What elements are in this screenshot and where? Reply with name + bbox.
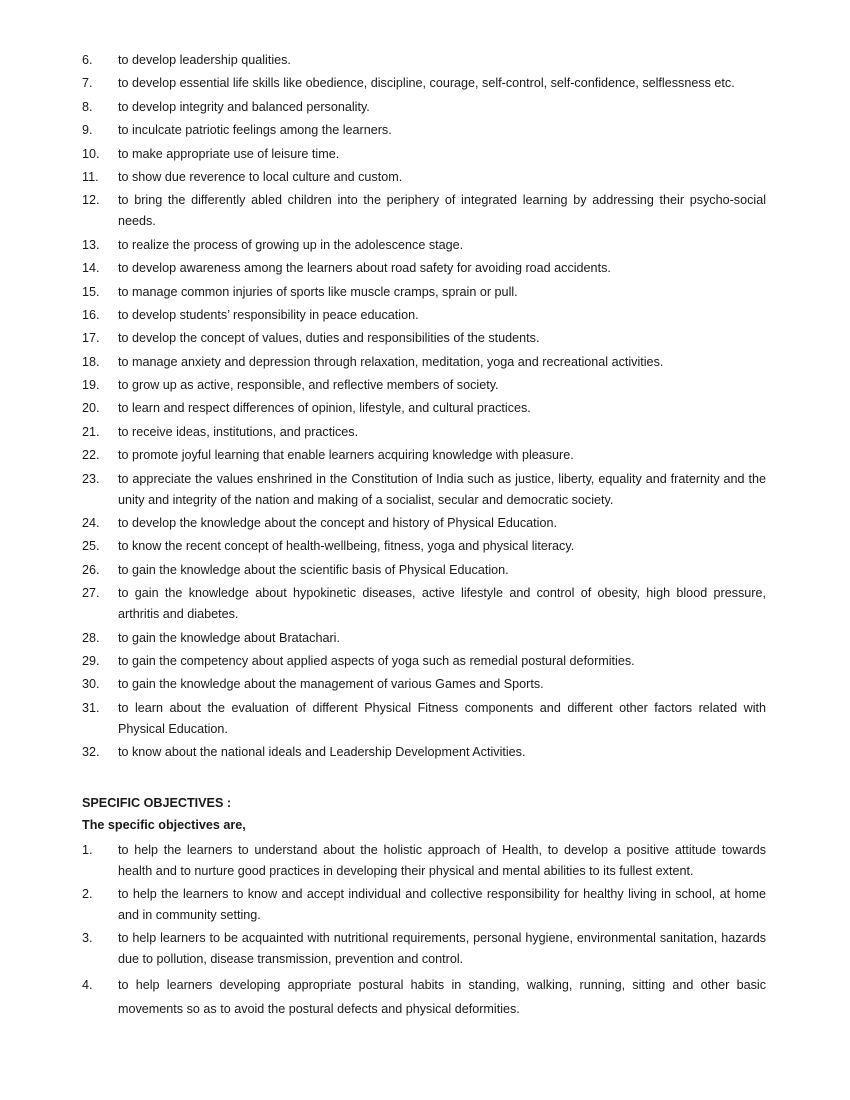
- item-number: 18.: [82, 354, 100, 369]
- list-item: [82, 398, 766, 419]
- item-text: to learn and respect differences of opinion, lifestyle, and cultural practices.: [118, 401, 531, 416]
- list-item: [82, 445, 766, 466]
- item-number: 10.: [82, 146, 100, 161]
- list-item: [82, 583, 766, 625]
- item-text: to develop the knowledge about the concept and history of Physical Education.: [118, 516, 557, 531]
- item-number: 9.: [82, 123, 93, 138]
- item-number: 31.: [82, 700, 100, 715]
- specific-objectives-list: [82, 840, 766, 1023]
- list-item: [82, 375, 766, 396]
- list-item: [82, 258, 766, 279]
- item-text: to make appropriate use of leisure time.: [118, 146, 340, 161]
- item-number: 8.: [82, 99, 93, 114]
- item-text: to grow up as active, responsible, and reflective members of society.: [118, 378, 499, 393]
- list-item: [82, 422, 766, 443]
- objectives-list: [82, 50, 766, 766]
- list-item: [82, 97, 766, 118]
- item-number: 11.: [82, 169, 99, 184]
- item-number: 14.: [82, 261, 100, 276]
- item-text: to develop students’ responsibility in peace education.: [118, 307, 419, 322]
- list-item: [82, 973, 766, 1021]
- list-item: [82, 928, 766, 970]
- item-number: 3.: [82, 931, 93, 946]
- item-text: to develop leadership qualities.: [118, 53, 291, 67]
- item-number: 15.: [82, 284, 100, 299]
- list-item: [82, 328, 766, 349]
- item-number: 17.: [82, 331, 100, 346]
- list-item: [82, 513, 766, 534]
- item-number: 29.: [82, 653, 100, 668]
- item-text: to learn about the evaluation of different Physical Fitness components and different other factors related with Physical Education.: [118, 700, 766, 736]
- item-text: to show due reverence to local culture and custom.: [118, 169, 403, 184]
- item-number: 2.: [82, 887, 93, 902]
- item-text: to gain the competency about applied aspects of yoga such as remedial postural deformities.: [118, 653, 635, 668]
- item-number: 20.: [82, 401, 100, 416]
- item-text: to gain the knowledge about the management of various Games and Sports.: [118, 677, 544, 692]
- item-number: 1.: [82, 843, 93, 857]
- list-item: [82, 560, 766, 581]
- list-item: [82, 840, 766, 882]
- item-text: to gain the knowledge about Bratachari.: [118, 630, 340, 645]
- list-item: [82, 469, 766, 511]
- list-item: [82, 50, 766, 71]
- item-number: 7.: [82, 76, 93, 91]
- item-text: to inculcate patriotic feelings among the learners.: [118, 123, 392, 138]
- item-text: to develop awareness among the learners about road safety for avoiding road accidents.: [118, 261, 611, 276]
- item-text: to gain the knowledge about the scientific basis of Physical Education.: [118, 562, 509, 577]
- list-item: [82, 628, 766, 649]
- item-text: to help learners developing appropriate postural habits in standing, walking, running, sitting and other basic movements so as to avoid the postural defects and physical deformities.: [118, 977, 766, 1016]
- item-number: 22.: [82, 448, 100, 463]
- item-text: to know the recent concept of health-wellbeing, fitness, yoga and physical literacy.: [118, 539, 575, 554]
- item-number: 21.: [82, 424, 100, 439]
- list-item: [82, 698, 766, 740]
- list-item: [82, 536, 766, 557]
- list-item: [82, 144, 766, 165]
- list-item: [82, 651, 766, 672]
- item-number: 6.: [82, 53, 93, 67]
- item-text: to promote joyful learning that enable learners acquiring knowledge with pleasure.: [118, 448, 574, 463]
- item-text: to develop essential life skills like obedience, discipline, courage, self-control, self-confidence, selflessness etc.: [118, 76, 735, 91]
- item-number: 4.: [82, 977, 93, 992]
- item-text: to receive ideas, institutions, and practices.: [118, 424, 359, 439]
- item-text: to know about the national ideals and Leadership Development Activities.: [118, 745, 526, 760]
- item-text: to manage common injuries of sports like muscle cramps, sprain or pull.: [118, 284, 518, 299]
- item-number: 25.: [82, 539, 100, 554]
- list-item: [82, 190, 766, 232]
- item-text: to help learners to be acquainted with nutritional requirements, personal hygiene, environmental sanitation, hazards due to pollution, disease transmission, prevention and control.: [118, 931, 766, 967]
- item-text: to bring the differently abled children into the periphery of integrated learning by addressing their psycho-social needs.: [118, 193, 766, 229]
- list-item: [82, 282, 766, 303]
- list-item: [82, 73, 766, 94]
- item-text: to help the learners to understand about the holistic approach of Health, to develop a positive attitude towards health and to nurture good practices in developing their physical and mental abilities to its fullest extent.: [118, 843, 766, 878]
- list-item: [82, 742, 766, 763]
- item-number: 16.: [82, 307, 100, 322]
- list-item: [82, 120, 766, 141]
- item-number: 32.: [82, 745, 100, 760]
- item-number: 28.: [82, 630, 100, 645]
- item-text: to help the learners to know and accept individual and collective responsibility for healthy living in school, at home and in community setting.: [118, 887, 766, 923]
- item-number: 23.: [82, 471, 100, 486]
- item-text: to develop integrity and balanced personality.: [118, 99, 370, 114]
- item-number: 30.: [82, 677, 100, 692]
- item-text: to gain the knowledge about hypokinetic diseases, active lifestyle and control of obesity, high blood pressure, arthritis and diabetes.: [118, 586, 766, 622]
- item-number: 12.: [82, 193, 100, 208]
- item-text: to manage anxiety and depression through relaxation, meditation, yoga and recreational activities.: [118, 354, 664, 369]
- list-item: [82, 305, 766, 326]
- section-heading: SPECIFIC OBJECTIVES :: [82, 796, 232, 810]
- list-item: [82, 884, 766, 926]
- item-number: 24.: [82, 516, 100, 531]
- list-item: [82, 167, 766, 188]
- list-item: [82, 352, 766, 373]
- item-text: to develop the concept of values, duties and responsibilities of the students.: [118, 331, 540, 346]
- item-text: to appreciate the values enshrined in the Constitution of India such as justice, liberty, equality and fraternity and the unity and integrity of the nation and making of a socialist, secular and democratic society.: [118, 471, 766, 507]
- section-intro: The specific objectives are,: [82, 818, 246, 832]
- item-number: 13.: [82, 237, 100, 252]
- list-item: [82, 235, 766, 256]
- item-text: to realize the process of growing up in the adolescence stage.: [118, 237, 464, 252]
- list-item: [82, 674, 766, 695]
- item-number: 19.: [82, 378, 100, 393]
- item-number: 27.: [82, 586, 100, 601]
- item-number: 26.: [82, 562, 100, 577]
